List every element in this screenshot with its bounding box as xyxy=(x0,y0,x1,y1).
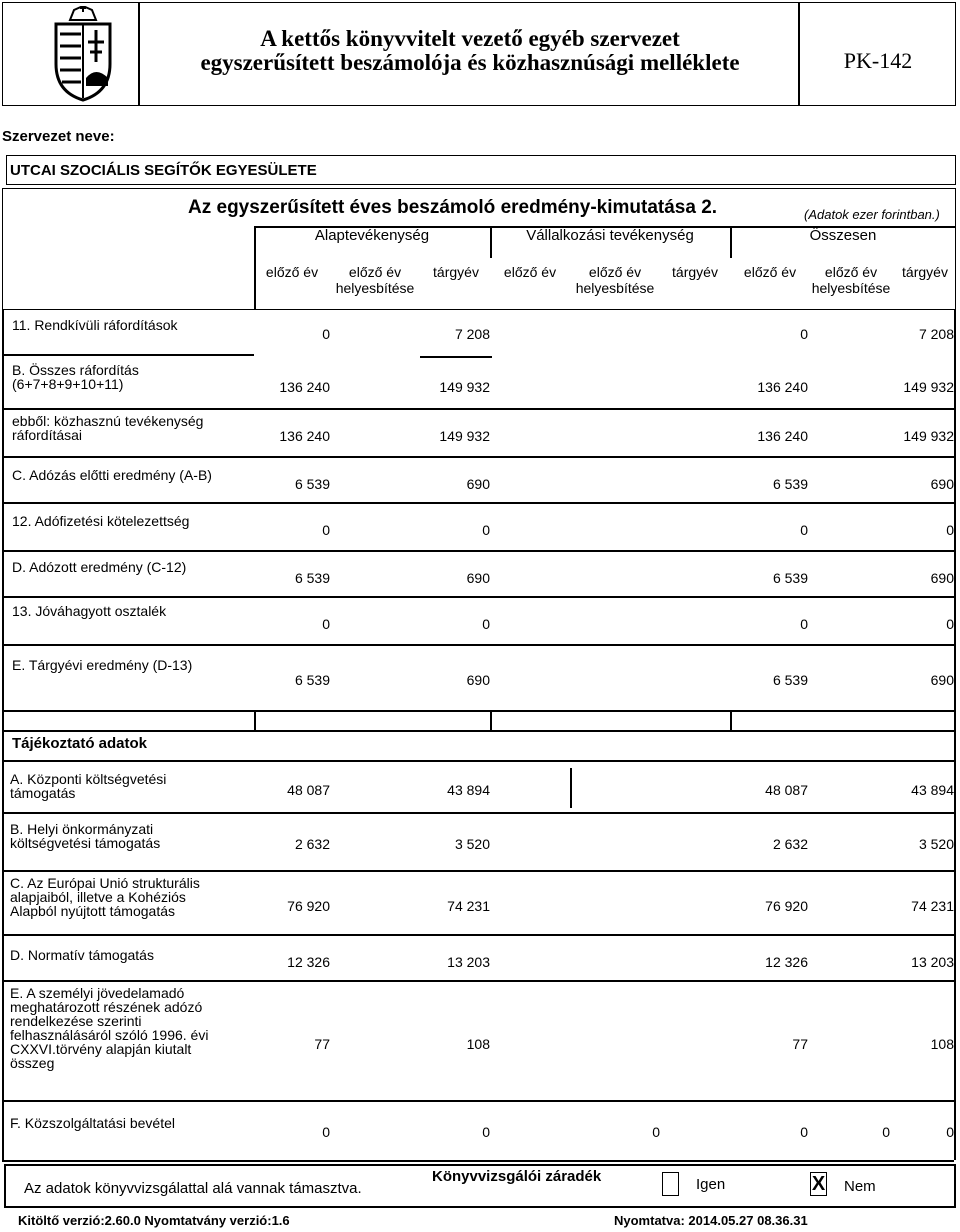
info-row-label: B. Helyi önkormányzati költségvetési támogatás xyxy=(10,821,161,851)
audit-statement: Az adatok könyvvizsgálattal alá vannak támasztva. xyxy=(24,1180,362,1197)
info-value[interactable]: 43 894 xyxy=(447,782,490,798)
info-row-label: C. Az Európai Unió strukturális alapjaiból, illetve a Kohéziós Alapból nyújtott támogatás xyxy=(10,875,200,919)
form-code: PK-142 xyxy=(843,48,913,73)
row-divider xyxy=(2,760,954,762)
info-value[interactable]: 0 xyxy=(800,1124,808,1140)
group-header-total: Összesen xyxy=(809,227,877,244)
org-name-field[interactable]: UTCAI SZOCIÁLIS SEGÍTŐK EGYESÜLETE xyxy=(6,155,956,185)
info-value[interactable]: 2 632 xyxy=(772,836,808,852)
table-right-border xyxy=(954,310,956,710)
audit-no-checkbox[interactable]: X xyxy=(811,1173,826,1195)
subheader-prev: előző év xyxy=(503,264,557,280)
info-value[interactable]: 0 xyxy=(946,1124,954,1140)
subheader-corr: előző év helyesbítése xyxy=(335,264,415,296)
row-divider xyxy=(420,356,492,358)
subheader-cur: tárgyév xyxy=(433,264,479,280)
subheader-corr: előző év helyesbítése xyxy=(575,264,655,296)
row-value[interactable]: 0 xyxy=(946,522,954,538)
row-value[interactable]: 0 xyxy=(800,616,808,632)
table-title: Az egyszerűsített éves beszámoló eredmény-kimutatása 2. xyxy=(188,197,718,218)
info-row-label: D. Normatív támogatás xyxy=(10,947,154,963)
row-value[interactable]: 149 932 xyxy=(903,379,954,395)
info-value[interactable]: 108 xyxy=(930,1036,954,1052)
row-value[interactable]: 690 xyxy=(930,476,954,492)
info-value[interactable]: 13 203 xyxy=(447,954,490,970)
info-value[interactable]: 13 203 xyxy=(911,954,954,970)
audit-yes-checkbox[interactable] xyxy=(662,1172,679,1196)
row-value[interactable]: 0 xyxy=(322,522,330,538)
row-divider xyxy=(2,408,954,410)
audit-yes-label: Igen xyxy=(696,1176,726,1193)
table-left-border xyxy=(2,310,4,710)
row-divider xyxy=(2,870,954,872)
info-value[interactable]: 0 xyxy=(882,1124,890,1140)
footer-printed: Nyomtatva: 2014.05.27 08.36.31 xyxy=(614,1213,808,1228)
subheader-cur: tárgyév xyxy=(902,264,948,280)
row-label: D. Adózott eredmény (C-12) xyxy=(12,559,187,575)
row-divider xyxy=(2,1100,954,1102)
row-value[interactable]: 6 539 xyxy=(294,476,330,492)
row-value[interactable]: 149 932 xyxy=(439,428,490,444)
info-value[interactable]: 48 087 xyxy=(765,782,808,798)
row-value[interactable]: 136 240 xyxy=(757,379,808,395)
info-value[interactable]: 0 xyxy=(652,1124,660,1140)
info-value[interactable]: 74 231 xyxy=(447,898,490,914)
row-value[interactable]: 0 xyxy=(800,326,808,342)
row-divider xyxy=(2,980,954,982)
row-divider xyxy=(2,550,954,552)
row-label: 11. Rendkívüli ráfordítások xyxy=(12,317,178,333)
row-label: 13. Jóváhagyott osztalék xyxy=(12,603,167,619)
row-divider xyxy=(2,812,954,814)
row-value[interactable]: 136 240 xyxy=(757,428,808,444)
row-value[interactable]: 690 xyxy=(466,672,490,688)
row-value[interactable]: 7 208 xyxy=(454,326,490,342)
row-value[interactable]: 0 xyxy=(800,522,808,538)
row-divider xyxy=(2,1160,954,1162)
col-divider xyxy=(490,710,492,730)
row-value[interactable]: 136 240 xyxy=(279,428,330,444)
org-name-label: Szervezet neve: xyxy=(2,128,115,145)
row-value[interactable]: 6 539 xyxy=(294,570,330,586)
col-divider xyxy=(254,710,256,730)
info-value[interactable]: 74 231 xyxy=(911,898,954,914)
row-value[interactable]: 6 539 xyxy=(772,672,808,688)
info-value[interactable]: 0 xyxy=(482,1124,490,1140)
subheader-cur: tárgyév xyxy=(672,264,718,280)
info-value[interactable]: 2 632 xyxy=(294,836,330,852)
info-value[interactable]: 12 326 xyxy=(765,954,808,970)
group-header-base: Alaptevékenység xyxy=(314,227,430,244)
info-row-label: F. Közszolgáltatási bevétel xyxy=(10,1115,175,1131)
row-divider xyxy=(2,644,954,646)
unit-note: (Adatok ezer forintban.) xyxy=(804,207,940,222)
row-value[interactable]: 690 xyxy=(466,476,490,492)
row-label: 12. Adófizetési kötelezettség xyxy=(12,513,190,529)
info-value[interactable]: 77 xyxy=(314,1036,330,1052)
row-value[interactable]: 0 xyxy=(946,616,954,632)
row-value[interactable]: 690 xyxy=(466,570,490,586)
row-value[interactable]: 136 240 xyxy=(279,379,330,395)
row-label: B. Összes ráfordítás (6+7+8+9+10+11) xyxy=(12,362,139,392)
row-value[interactable]: 0 xyxy=(322,616,330,632)
row-divider xyxy=(2,354,254,356)
row-value[interactable]: 6 539 xyxy=(772,570,808,586)
group-header-business: Vállalkozási tevékenység xyxy=(526,227,694,244)
row-label: C. Adózás előtti eredmény (A-B) xyxy=(12,467,212,483)
row-value[interactable]: 149 932 xyxy=(439,379,490,395)
table-right-border xyxy=(954,710,956,1160)
info-value[interactable]: 3 520 xyxy=(454,836,490,852)
row-value[interactable]: 0 xyxy=(482,522,490,538)
row-divider xyxy=(2,730,954,732)
row-value[interactable]: 690 xyxy=(930,570,954,586)
row-label: ebből: közhasznú tevékenység ráfordításai xyxy=(12,413,204,443)
info-value[interactable]: 3 520 xyxy=(918,836,954,852)
row-value[interactable]: 149 932 xyxy=(903,428,954,444)
form-title-line2: egyszerűsített beszámolója és közhasznúsági melléklete xyxy=(200,50,740,75)
row-divider xyxy=(2,456,954,458)
info-value[interactable]: 0 xyxy=(322,1124,330,1140)
row-label: E. Tárgyévi eredmény (D-13) xyxy=(12,657,193,673)
info-row-label: A. Központi költségvetési támogatás xyxy=(10,771,167,801)
row-value[interactable]: 690 xyxy=(930,672,954,688)
form-title-line1: A kettős könyvvitelt vezető egyéb szervezet xyxy=(260,26,680,51)
subheader-corr: előző év helyesbítése xyxy=(811,264,891,296)
row-value[interactable]: 7 208 xyxy=(918,326,954,342)
row-divider xyxy=(2,596,954,598)
subheader-prev: előző év xyxy=(743,264,797,280)
info-value[interactable]: 43 894 xyxy=(911,782,954,798)
row-divider xyxy=(2,934,954,936)
footer-version: Kitöltő verzió:2.60.0 Nyomtatvány verzió:1.6 xyxy=(18,1213,290,1228)
row-divider xyxy=(2,710,954,712)
info-value[interactable]: 76 920 xyxy=(287,898,330,914)
coat-of-arms-icon xyxy=(50,6,116,102)
info-value[interactable]: 108 xyxy=(466,1036,490,1052)
info-row-label: E. A személyi jövedelamadó meghatározott részének adózó rendelkezése szerinti felhasználásáról szóló 1996. évi CXXVI.törvény alapján kiutalt összeg xyxy=(10,985,209,1071)
info-value[interactable]: 12 326 xyxy=(287,954,330,970)
audit-no-label: Nem xyxy=(844,1178,876,1195)
audit-title: Könyvvizsgálói záradék xyxy=(432,1168,602,1185)
row-value[interactable]: 0 xyxy=(322,326,330,342)
info-value[interactable]: 48 087 xyxy=(287,782,330,798)
row-divider xyxy=(2,502,954,504)
row-value[interactable]: 6 539 xyxy=(772,476,808,492)
col-divider xyxy=(570,768,572,808)
subheader-prev: előző év xyxy=(265,264,319,280)
info-value[interactable]: 76 920 xyxy=(765,898,808,914)
row-value[interactable]: 0 xyxy=(482,616,490,632)
row-value[interactable]: 6 539 xyxy=(294,672,330,688)
info-value[interactable]: 77 xyxy=(792,1036,808,1052)
col-divider xyxy=(730,710,732,730)
info-section-title: Tájékoztató adatok xyxy=(12,735,148,752)
